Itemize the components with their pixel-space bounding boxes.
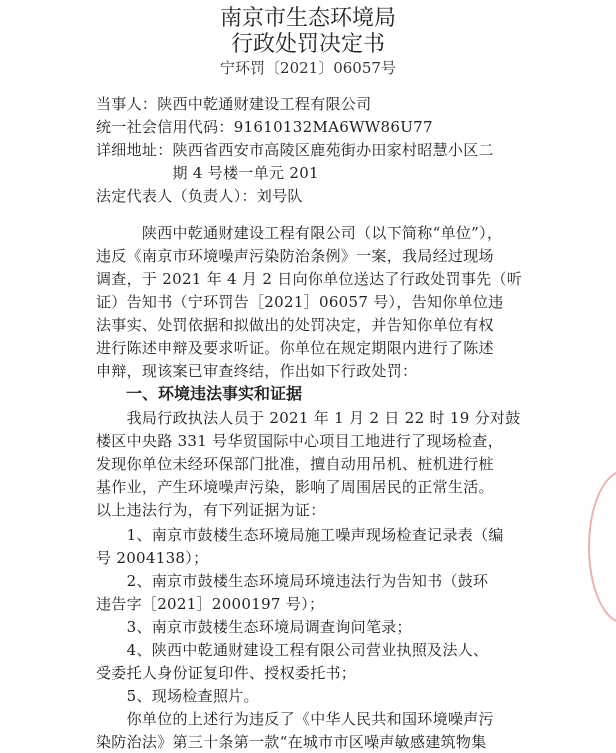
evidence-item: 5、现场检查照片。 (96, 687, 259, 705)
paragraph-line: 陕西中乾通财建设工程有限公司（以下简称“单位”）， (96, 224, 503, 242)
paragraph-line: 楼区中央路 331 号华贸国际中心项目工地进行了现场检查， (96, 432, 503, 450)
evidence-item: 受委托人身份证复印件、授权委托书； (96, 664, 357, 682)
document-number: 宁环罚〔2021〕06057号 (220, 59, 396, 77)
paragraph-line: 调查，于 2021 年 4 月 2 日向你单位送达了行政处罚事先（听 (96, 270, 523, 288)
paragraph-line: 你单位的上述行为违反了《中华人民共和国环境噪声污 (96, 710, 494, 728)
paragraph-line: 基作业，产生环境噪声污染，影响了周围居民的正常生活。 (96, 478, 494, 496)
paragraph-line: 申辩，现该案已审查终结，作出如下行政处罚： (96, 362, 418, 380)
evidence-item: 号 2004138）； (96, 549, 209, 567)
evidence-item: 违告字［2021］2000197 号）； (96, 595, 325, 613)
paragraph-line: 法事实、处罚依据和拟做出的处罚决定，并告知你单位有权 (96, 316, 494, 334)
paragraph-line: 证）告知书（宁环罚告［2021］06057 号），告知你单位违 (96, 293, 504, 311)
section-heading: 一、环境违法事实和证据 (126, 384, 303, 403)
evidence-item: 1、南京市鼓楼生态环境局施工噪声现场检查记录表（编 (96, 526, 504, 544)
address-line-2: 期 4 号楼一单元 201 (96, 164, 319, 182)
paragraph-line: 以上违法行为，有下列证据为证： (96, 501, 326, 519)
document-title-type: 行政处罚决定书 (230, 32, 385, 57)
legal-representative: 法定代表人（负责人）：刘号队 (96, 187, 303, 205)
paragraph-line: 进行陈述申辩及要求听证。你单位在规定期限内进行了陈述 (96, 339, 494, 357)
paragraph-line: 违反《南京市环境噪声污染防治条例》一案，我局经过现场 (96, 247, 494, 265)
paragraph-line: 发现你单位未经环保部门批准，擅自动用吊机、桩机进行桩 (96, 455, 494, 473)
evidence-item: 4、陕西中乾通财建设工程有限公司营业执照及法人、 (96, 641, 489, 659)
evidence-item: 2、南京市鼓楼生态环境局环境违法行为告知书（鼓环 (96, 572, 489, 590)
document-title-authority: 南京市生态环境局 (219, 6, 396, 31)
party-name: 当事人：陕西中乾通财建设工程有限公司 (96, 95, 372, 113)
paragraph-line: 染防治法》第三十条第一款“在城市市区噪声敏感建筑物集 (96, 733, 487, 751)
evidence-item: 3、南京市鼓楼生态环境局调查询问笔录； (96, 618, 412, 636)
credit-code: 统一社会信用代码：91610132MA6WW86U77 (96, 118, 433, 136)
address-line-1: 详细地址：陕西省西安市高陵区鹿苑街办田家村昭慧小区二 (96, 141, 494, 159)
paragraph-line: 我局行政执法人员于 2021 年 1 月 2 日 22 时 19 分对鼓 (96, 409, 521, 427)
